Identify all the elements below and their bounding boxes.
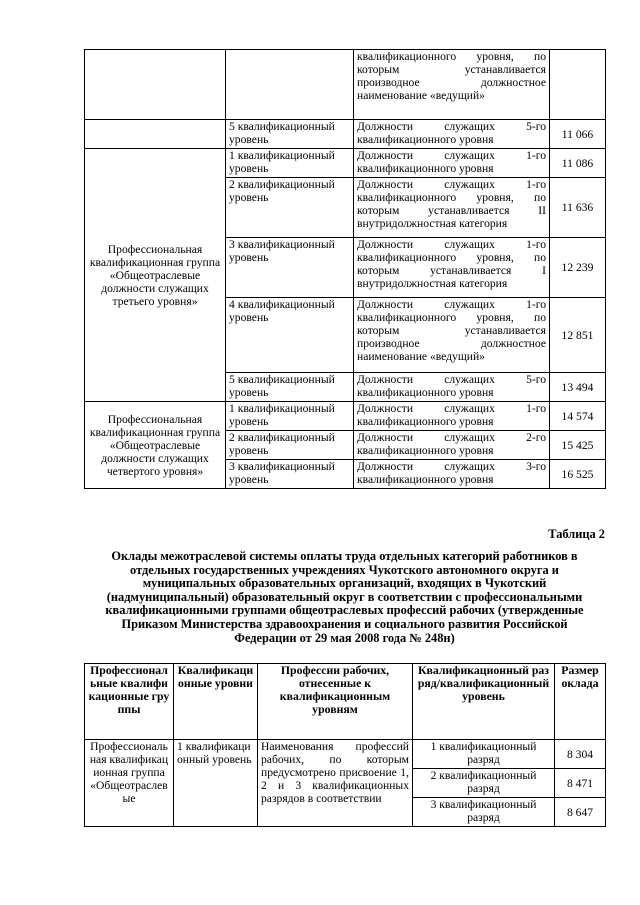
desc-cell: Наименования профессий рабочих, по которым предусмотрено присвоение 1, 2 и 3 квалификационных разрядов в соответствии: [258, 740, 413, 827]
table-row: [85, 149, 606, 178]
level-cell: 3 квалификационный уровень: [226, 238, 354, 298]
desc-cell: Должности служащих 1-го квалификационного уровня, по которым устанавливается I внутридолжностная категория: [354, 238, 550, 298]
level-cell: 2 квалификационный уровень: [226, 178, 354, 238]
level-cell: [226, 50, 354, 120]
salary-cell: 15 425: [550, 431, 606, 460]
desc-cell: квалификационного уровня, по которым устанавливается производное должностное наименование «ведущий»: [354, 50, 550, 120]
level-cell: 5 квалификационный уровень: [226, 120, 354, 149]
salary-cell: 8 647: [555, 798, 606, 827]
salary-cell: 11 086: [550, 149, 606, 178]
desc-cell: Должности служащих 5-го квалификационного уровня: [354, 373, 550, 402]
level-cell: 5 квалификационный уровень: [226, 373, 354, 402]
header-professions: Профессии рабочих, отнесенные к квалификационным уровням: [258, 664, 413, 740]
salary-table-workers: [84, 663, 606, 827]
desc-cell: Должности служащих 1-го квалификационного уровня, по которым устанавливается II внутридолжностная категория: [354, 178, 550, 238]
salary-cell: [550, 50, 606, 120]
desc-cell: Должности служащих 5-го квалификационного уровня: [354, 120, 550, 149]
group-cell: [85, 50, 226, 120]
heading-line: (надмуниципальный) образовательный округ в соответствии с профессиональными: [106, 589, 583, 604]
table-2-label: Таблица 2: [548, 527, 605, 541]
group-cell: [85, 120, 226, 149]
level-cell: 4 квалификационный уровень: [226, 298, 354, 373]
salary-cell: 12 851: [550, 298, 606, 373]
header-grade: Квалификационный разряд/квалификационный уровень: [413, 664, 555, 740]
table-2-heading: [84, 550, 605, 645]
table-row: [85, 740, 606, 769]
heading-line: Оклады межотраслевой системы оплаты труда отдельных категорий работников в: [111, 549, 578, 563]
heading-line: Федерации от 29 мая 2008 года № 248н): [234, 630, 455, 645]
table-row: [85, 50, 606, 120]
salary-cell: 13 494: [550, 373, 606, 402]
grade-cell: 3 квалификационный разряд: [413, 798, 555, 827]
heading-line: муниципальных образовательных организаций, входящих в Чукотский: [142, 576, 547, 591]
level-cell: 1 квалификационный уровень: [226, 149, 354, 178]
desc-cell: Должности служащих 1-го квалификационного уровня: [354, 402, 550, 431]
table-row: [85, 120, 606, 149]
level-cell: 1 квалификационный уровень: [174, 740, 258, 827]
salary-cell: 8 471: [555, 769, 606, 798]
header-groups: Профессиональные квалификационные группы: [85, 664, 174, 740]
desc-cell: Должности служащих 1-го квалификационного уровня, по которым устанавливается производное должностное наименование «ведущий»: [354, 298, 550, 373]
group-cell: Профессиональная квалификационная группа «Общеотраслевые должности служащих третьего уровня»: [85, 149, 226, 402]
salary-cell: 8 304: [555, 740, 606, 769]
desc-cell: Должности служащих 3-го квалификационного уровня: [354, 460, 550, 489]
desc-cell: Должности служащих 2-го квалификационного уровня: [354, 431, 550, 460]
header-salary: Размер оклада: [555, 664, 606, 740]
group-cell: Профессиональная квалификационная группа «Общеотраслевые: [85, 740, 174, 827]
grade-cell: 1 квалификационный разряд: [413, 740, 555, 769]
level-cell: 2 квалификационный уровень: [226, 431, 354, 460]
salary-table-employees: [84, 49, 606, 489]
salary-cell: 11 636: [550, 178, 606, 238]
header-row: [85, 664, 606, 740]
level-cell: 1 квалификационный уровень: [226, 402, 354, 431]
desc-cell: Должности служащих 1-го квалификационного уровня: [354, 149, 550, 178]
table-row: [85, 402, 606, 431]
group-cell: Профессиональная квалификационная группа «Общеотраслевые должности служащих четвертого уровня»: [85, 402, 226, 489]
salary-cell: 14 574: [550, 402, 606, 431]
grade-cell: 2 квалификационный разряд: [413, 769, 555, 798]
heading-line: Приказом Министерства здравоохранения и социального развития Российской: [121, 616, 568, 631]
level-cell: 3 квалификационный уровень: [226, 460, 354, 489]
salary-cell: 16 525: [550, 460, 606, 489]
salary-cell: 11 066: [550, 120, 606, 149]
heading-line: отдельных государственных учреждениях Чукотского автономного округа и: [130, 562, 559, 577]
heading-line: квалификационными группами общеотраслевых профессий рабочих (утвержденные: [105, 603, 584, 618]
salary-cell: 12 239: [550, 238, 606, 298]
header-levels: Квалификационные уровни: [174, 664, 258, 740]
